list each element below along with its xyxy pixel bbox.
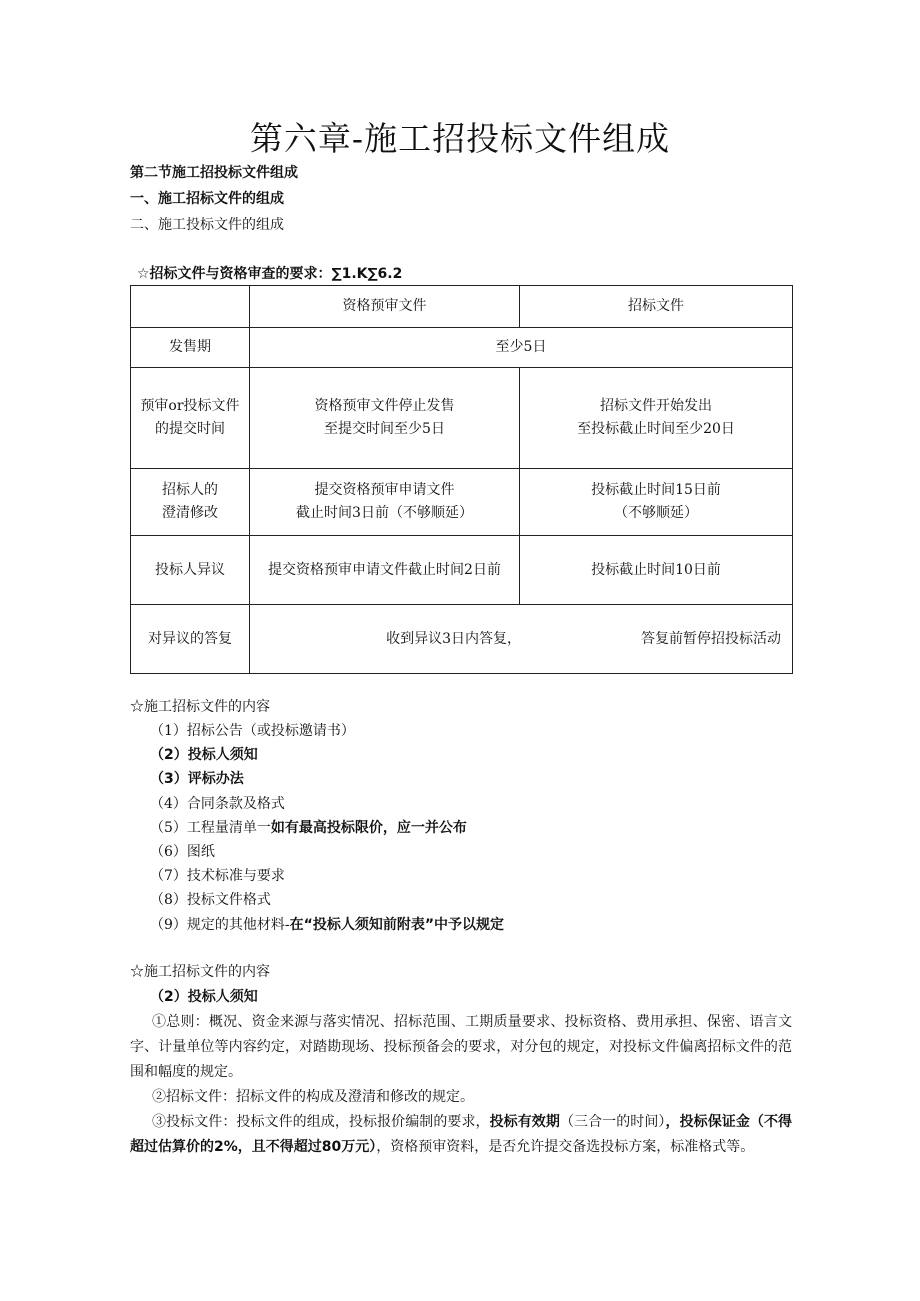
table-row-clarify xyxy=(131,469,793,536)
row-label: 招标人的 澄清修改 xyxy=(131,469,250,536)
header-cell-tender: 招标文件 xyxy=(520,286,793,328)
list-item: （4）合同条款及格式 xyxy=(150,796,285,812)
list-item: （5）工程量清单一如有最高投标限价，应一并公布 xyxy=(150,820,467,836)
row-label: 发售期 xyxy=(131,328,250,368)
header-cell-empty xyxy=(131,286,250,328)
row-label: 预审or投标文件 的提交时间 xyxy=(131,368,250,469)
list-item-emphasis: 在“投标人须知前附表”中予以规定 xyxy=(289,917,505,933)
part-heading-2: 二、施工投标文件的组成 xyxy=(130,217,284,233)
list-item: （1）招标公告（或投标邀请书） xyxy=(150,723,355,739)
row-cell-tender: 投标截止时间10日前 xyxy=(520,536,793,605)
table-row-sale xyxy=(131,328,793,368)
table-header-row xyxy=(131,286,793,328)
list-item: （8）投标文件格式 xyxy=(150,892,271,908)
row-cell-tender: 投标截止时间15日前 （不够顺延） xyxy=(520,469,793,536)
table-row-submit xyxy=(131,368,793,469)
contents-heading-2: ☆施工招标文件的内容 xyxy=(130,964,270,980)
header-cell-prequal: 资格预审文件 xyxy=(250,286,520,328)
row-value-merged: 收到异议3日内答复， 答复前暂停招投标活动 xyxy=(250,605,793,674)
table-caption: ☆招标文件与资格审查的要求：∑1.K∑6.2 xyxy=(137,266,403,282)
list-item: （9）规定的其他材料-在“投标人须知前附表”中予以规定 xyxy=(150,917,505,933)
list-item-emphasis: 如有最高投标限价，应一并公布 xyxy=(270,820,467,836)
list-item: （7）技术标准与要求 xyxy=(150,868,285,884)
table-row-reply xyxy=(131,605,793,674)
requirements-table xyxy=(130,285,793,674)
paragraph-general: ①总则：概况、资金来源与落实情况、招标范围、工期质量要求、投标资格、费用承担、保密、语言文字、计量单位等内容约定，对踏勘现场、投标预备会的要求，对分包的规定，对投标文件偏离招标文件的范围和幅度的规定。 xyxy=(130,1014,792,1080)
row-label: 投标人异议 xyxy=(131,536,250,605)
row-value-merged: 至少5日 xyxy=(250,328,793,368)
page-title: 第六章-施工招投标文件组成 xyxy=(249,119,671,158)
row-label: 对异议的答复 xyxy=(131,605,250,674)
section-heading: 第二节施工招投标文件组成 xyxy=(130,165,298,181)
list-item: （3）评标办法 xyxy=(150,771,244,787)
part-heading-1: 一、施工招标文件的组成 xyxy=(130,191,284,207)
row-cell-prequal: 资格预审文件停止发售 至提交时间至少5日 xyxy=(250,368,520,469)
list-item: （6）图纸 xyxy=(150,844,215,860)
paragraph-bid-docs: ③投标文件：投标文件的组成，投标报价编制的要求，投标有效期（三合一的时间），投标保证金（不得超过估算价的2%，且不得超过80万元），资格预审资料，是否允许提交备选投标方案，标准格式等。 xyxy=(130,1114,793,1155)
list-item: （2）投标人须知 xyxy=(150,747,258,763)
table-row-objection xyxy=(131,536,793,605)
paragraph-tender-docs: ②招标文件：招标文件的构成及澄清和修改的规定。 xyxy=(152,1089,474,1105)
row-cell-prequal: 提交资格预审申请文件 截止时间3日前（不够顺延） xyxy=(250,469,520,536)
contents-subheading: （2）投标人须知 xyxy=(150,989,258,1005)
contents-heading: ☆施工招标文件的内容 xyxy=(130,699,270,715)
row-cell-tender: 招标文件开始发出 至投标截止时间至少20日 xyxy=(520,368,793,469)
row-cell-prequal: 提交资格预审申请文件截止时间2日前 xyxy=(250,536,520,605)
